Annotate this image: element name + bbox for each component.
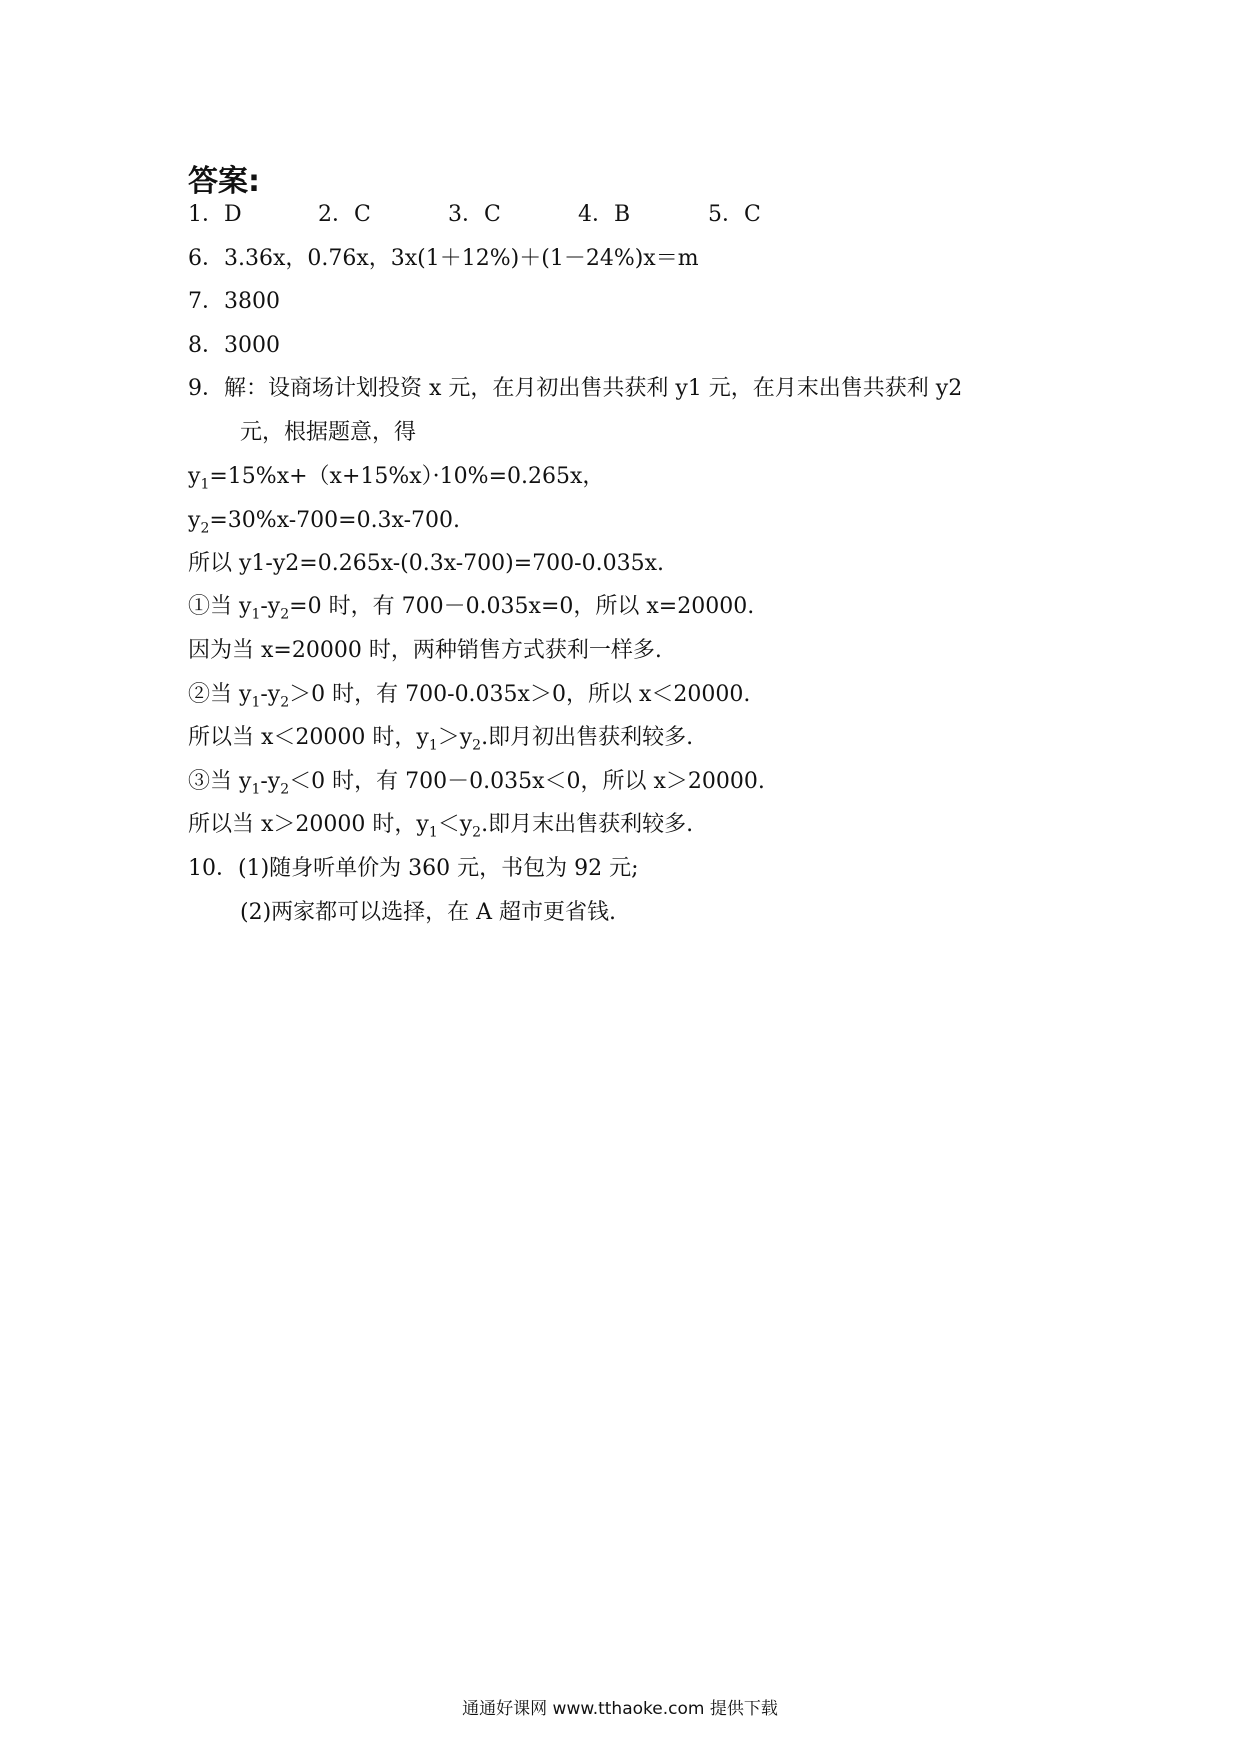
answer-9-line-1: 9．解：设商场计划投资 x 元，在月初出售共获利 y1 元，在月末出售共获利 y2	[188, 376, 963, 401]
answer-10-part-1: 10．(1)随身听单价为 360 元，书包为 92 元;	[188, 856, 639, 881]
case-1: ①当 $y_1-y_2=0$ 时，有 700－0.035x=0，所以 x=20000.	[188, 594, 755, 623]
case-1-conclusion: 因为当 x=20000 时，两种销售方式获利一样多.	[188, 638, 662, 663]
case-3-conclusion: 所以当 x＞20000 时，$y_1<y_2$.即月末出售获利较多.	[188, 812, 694, 841]
case-3: ③当 $y_1-y_2<0$ 时，有 700－0.035x＜0，所以 x＞20000.	[188, 769, 765, 798]
answer-6: 6．3.36x，0.76x，3x(1＋12%)＋(1－24%)x＝m	[188, 246, 699, 271]
equation-y1: $y_1=15\%x+(x+15\%x)\cdot 10\%=0.265x$，	[188, 464, 605, 493]
answer-10-part-2: (2)两家都可以选择，在 A 超市更省钱.	[240, 900, 617, 925]
answer-7: 7．3800	[188, 289, 280, 314]
mc-answer-4: 4．B	[578, 202, 631, 227]
equation-difference: 所以 y1-y2=0.265x-(0.3x-700)=700-0.035x.	[188, 551, 664, 576]
answer-9-line-2: 元，根据题意，得	[240, 420, 417, 445]
equation-y2: $y_2=30\%x-700=0.3x-700$.	[188, 508, 460, 537]
multiple-choice-answers	[188, 200, 838, 230]
case-2-conclusion: 所以当 x＜20000 时，$y_1>y_2$.即月初出售获利较多.	[188, 725, 694, 754]
page-title: 答案:	[188, 164, 260, 199]
mc-answer-2: 2．C	[318, 202, 371, 227]
mc-answer-1: 1．D	[188, 202, 242, 227]
mc-answer-3: 3．C	[448, 202, 501, 227]
case-2: ②当 $y_1-y_2>0$ 时，有 700-0.035x＞0，所以 x＜20000.	[188, 682, 751, 711]
mc-answer-5: 5．C	[708, 202, 761, 227]
page-footer: 通通好课网 www.tthaoke.com 提供下载	[462, 1699, 778, 1719]
answer-8: 8．3000	[188, 333, 280, 358]
